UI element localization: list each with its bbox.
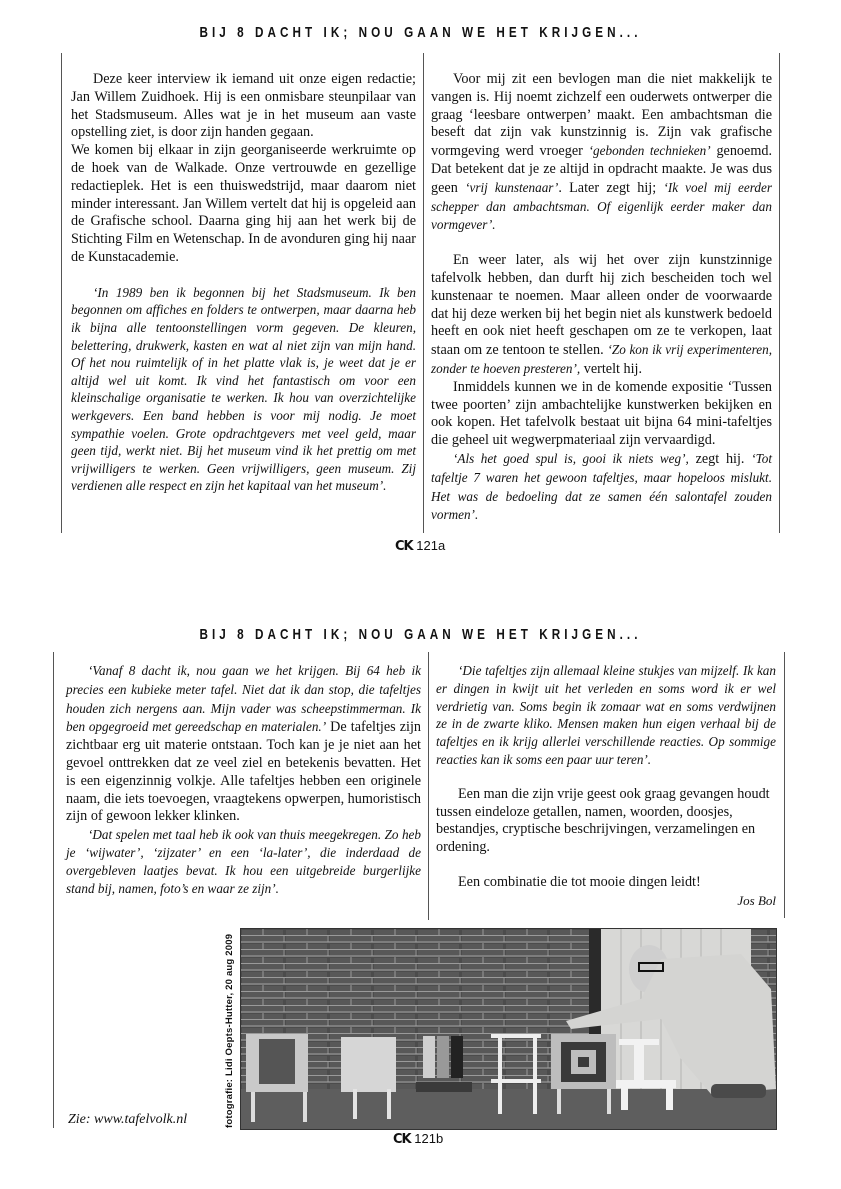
right-paragraph-1: Voor mij zit een bevlogen man die niet makkelijk te vangen is. Hij noemt zichzelf een ouderwets ontwerper die graag ‘leesbare ontwerpen’ maakt. Een ambachtsman die beseft dat zijn vak kunstzinnig is. Zijn vak grafische vormgeving werd vroeger ‘gebonden technieken’ genoemd. Dat betekent dat je ze altijd in opdracht maakte. Je was dus geen ‘vrij kunstenaar’. Later zegt hij; ‘Ik voel mij eerder schepper dan ambachtsman. Of eigenlijk eerder maker dan vormgever’. <box>431 71 772 233</box>
ck-logo: CK <box>395 539 413 554</box>
column-border-left-a <box>61 53 62 533</box>
left-column-a <box>71 71 416 495</box>
left-paragraph-1-b: ‘Vanaf 8 dacht ik, nou gaan we het krijgen. Bij 64 heb ik precies een kubieke meter tafel. Niet dat ik dan stop, die tafeltjes houden zich nergens aan. Mijn vader was scheepstimmerman. Ik ben opgegroeid met gereedschap en materialen.’ De tafeltjes zijn zichtbaar erg uit materie ontstaan. Toch kan je je niet aan het gevoel onttrekken dat ze veel ziel en betekenis bevatten. Het is een eigenzinnig volkje. Alle tafeltjes hebben een originele naam, die iets toevoegen, vraagtekens opwerpen, humoristisch zijn of gewoon lekker klinken. <box>66 663 421 825</box>
column-divider-a <box>423 53 424 533</box>
website-link[interactable]: Zie: www.tafelvolk.nl <box>68 1112 188 1127</box>
page-number-value: 121b <box>414 1131 444 1146</box>
column-border-right-b <box>784 652 785 918</box>
quote-paragraph: ‘In 1989 ben ik begonnen bij het Stadsmuseum. Ik ben begonnen om affiches en folders te ontwerpen, maar daarna heb ik bijna alle tentoonstellingen vorm gegeven. De kleuren, belettering, drukwerk, kasten en wat al niet zijn van mijn hand. Of het nou ruimtelijk of in het platte vlak is, je weet dat je er altijd wel uit komt. Ik vind het fantastisch om voor een kleinschalige organisatie te werken. Ik hou van overzichtelijke werkgevers. Een band hebben is voor mij nodig. Je moet sympathie voelen. Grote opdrachtgevers met veel geld, maar geen tijd, werkt niet. Bij het museum vind ik het prettig om met vrijwilligers te werken. Geen vrijwilligers, geen museum. Zij verdienen alle respect en zijn het kapitaal van het museum’. <box>71 284 416 494</box>
right-paragraph-2: En weer later, als wij het over zijn kunstzinnige tafelvolk hebben, dan durft hij zich bescheiden toch wel kunstenaar te noemen. Maar alleen onder de voorwaarde dat hij deze werken bij het begin niet als kunstwerk bedoeld heeft en ook niet heeft geschapen om ze te verkopen, laat staan om ze tentoon te stellen. ‘Zo kon ik vrij experimenteren, zonder te hoeven presteren’, vertelt hij. <box>431 252 773 377</box>
right-paragraph-2-b: Een man die zijn vrije geest ook graag gevangen houdt tussen eindeloze getallen, namen, woorden, doosjes, bestandjes, cryptische beschrijvingen, verzamelingen en ordening. <box>436 785 770 856</box>
left-paragraph-2-b: ‘Dat spelen met taal heb ik ook van thuis meegekregen. Zo heb je ‘wijwater’, ‘zijzater’ en een ‘la-later’, die inderdaad de overgebleven laatjes bevat. Ik hou een uitgebreide burgerlijke stand bij, namen, foto’s en waar ze zijn’. <box>66 827 421 896</box>
page-number-value: 121a <box>416 538 446 553</box>
column-border-right-a <box>779 53 780 533</box>
ck-logo: CK <box>393 1132 411 1147</box>
right-paragraph-3-b: Een combinatie die tot mooie dingen leidt! <box>458 873 701 890</box>
page-number-a <box>395 538 445 554</box>
photo-illustration <box>241 929 776 1129</box>
right-quote-b: ‘Die tafeltjes zijn allemaal kleine stukjes van mijzelf. Ik kan er dingen in kwijt uit het verleden en soms word ik er wel verdrietig van. Soms begin ik zomaar wat en soms verdwijnen ze in de zwarte kliko. Mensen maken hun eigen verhaal bij de tafeltjes en ik krijg allerlei verschillende reacties. Op sommige reacties kan ik soms een paar uur teren’. <box>436 663 776 767</box>
right-paragraph-3: Inmiddels kunnen we in de komende expositie ‘Tussen twee poorten’ zijn ambachtelijke kunstwerken bekijken en ook kopen. Het tafelvolk bestaat uit bijna 64 mini-tafeltjes die geheel uit wegwerpmateriaal zijn vervaardigd. <box>431 378 772 449</box>
column-divider-b <box>428 652 429 920</box>
page-number-b <box>393 1131 443 1147</box>
pavement <box>241 1089 776 1129</box>
author-signature: Jos Bol <box>737 892 776 908</box>
left-column-b <box>66 662 421 897</box>
column-border-left-b <box>53 652 54 1128</box>
article-photo <box>240 928 777 1130</box>
intro-paragraph-2: We komen bij elkaar in zijn georganiseerde werkruimte op de hoek van de Walkade. Onze vertrouwde en gezellige redactieplek. Het is een thuiswedstrijd, maar daarom niet minder interessant. Jan Willem vertelt dat hij is opgeleid aan de Grafische school. Daarna ging hij aan het werk bij de Stichting Film en Wetenschap. In de avonduren ging hij naar de Kunstacademie. <box>71 142 416 265</box>
right-column-a <box>431 71 772 525</box>
right-column-b <box>436 662 776 910</box>
photo-credit: fotografie: Lidi Oepts-Hutter, 20 aug 2009 <box>224 933 235 1128</box>
article-title-b: BIJ 8 DACHT IK; NOU GAAN WE HET KRIJGEN... <box>199 626 642 643</box>
right-paragraph-4: ‘Als het goed spul is, gooi ik niets weg’, zegt hij. ‘Tot tafeltje 7 waren het gewoon tafeltjes, maar hopeloos mislukt. Het was de bedoeling dat ze samen één salontafel zouden vormen’. <box>431 450 772 523</box>
article-title-a: BIJ 8 DACHT IK; NOU GAAN WE HET KRIJGEN... <box>199 24 642 41</box>
intro-paragraph: Deze keer interview ik iemand uit onze eigen redactie; Jan Willem Zuidhoek. Hij is een onmisbare steunpilaar van het Stadsmuseum. Alles wat je in het museum aan vaste opstelling ziet, is door zijn handen gegaan. <box>71 71 416 141</box>
